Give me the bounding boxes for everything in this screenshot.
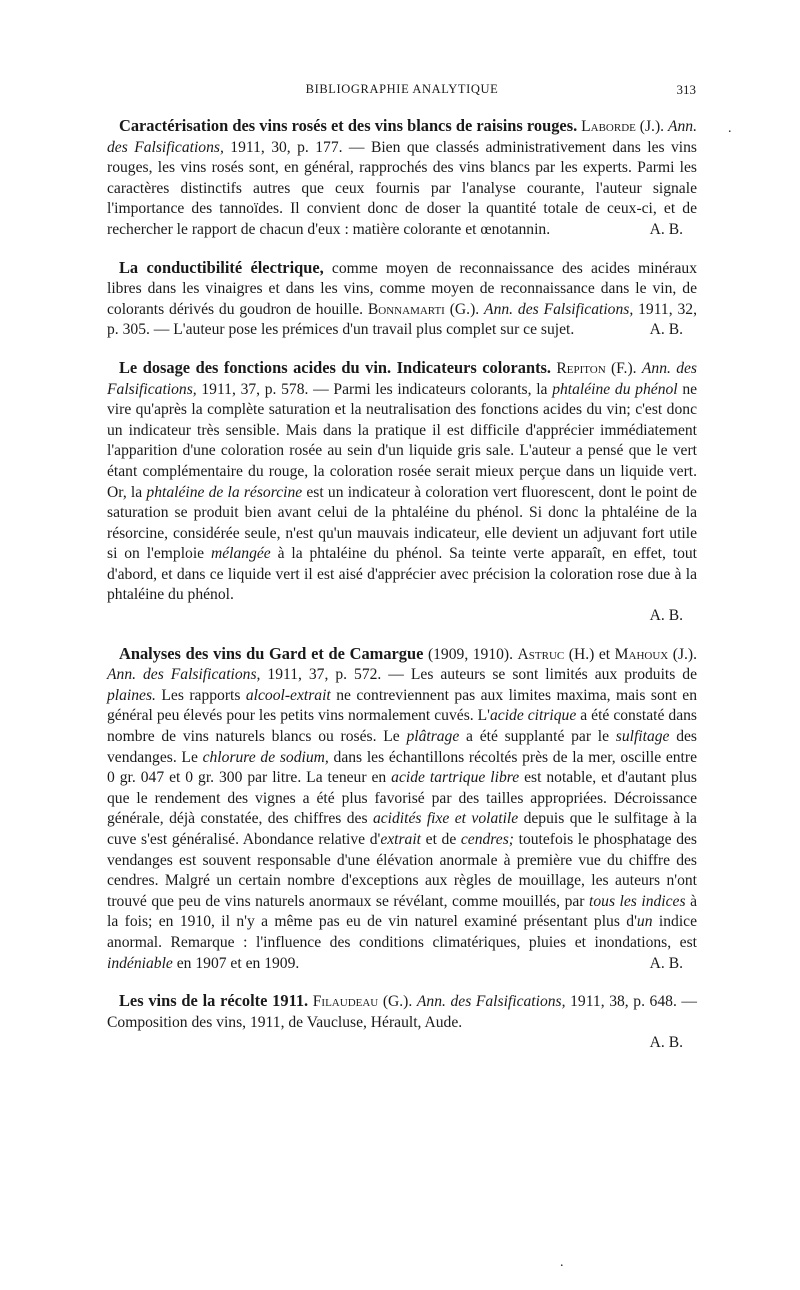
- entry-journal: Ann. des Falsifications,: [416, 993, 566, 1011]
- entry-years: (1909, 1910).: [427, 645, 514, 663]
- entry-body: Les auteurs se sont limités aux produits de: [410, 666, 698, 684]
- entry-conjunction: et: [598, 645, 611, 663]
- entry-body: indice anormal. Remarque : l'influence des conditions climatériques, pluies et inondations, est: [107, 913, 697, 951]
- bibliography-entry: [107, 258, 697, 341]
- entry-author: Mahoux (J.).: [614, 645, 698, 663]
- entry-italic-term: un: [636, 913, 653, 931]
- entry-body: à la phtaléine du phénol. Sa teinte verte apparaît, en effet, tout d'abord, et dans ce liquide vert il est aisé d'apprécier avec précision la coloration rose due à la phtaléine du phénol.: [107, 545, 697, 604]
- entry-reference: 1911, 30, p. 177. —: [230, 138, 365, 156]
- bibliography-entry: [107, 116, 697, 241]
- entry-body: a été constaté dans nombre de vins naturels blancs ou rosés. Le: [107, 707, 697, 746]
- entry-body: ne vire qu'après la complète saturation et la neutralisation des fonctions acides du vin; c'est donc un indicateur très sensible. Mais dans la pratique il est difficile d'apprécier immédiatement l'apparition d'une coloration rosée au sein d'un liquide gris sale. L'auteur a pensé que le vert étant complémentaire du rouge, la coloration rosée serait mieux perçue dans un liquide vert. Or, la: [107, 380, 698, 501]
- stray-dot-mark: .: [728, 121, 732, 136]
- stray-dot-mark-bottom: .: [560, 1255, 564, 1270]
- page-header: [108, 80, 696, 102]
- running-head: BIBLIOGRAPHIE ANALYTIQUE: [305, 82, 499, 96]
- entry-body: comme moyen de reconnaissance des acides minéraux libres dans les vinaigres et dans les vins, comme moyen de reconnaissance dans le vin, de colorants dérivés du goudron de houille.: [107, 259, 697, 318]
- entry-text: [107, 258, 697, 341]
- entry-italic-term: extrait: [380, 831, 422, 848]
- bibliography-column: [107, 116, 697, 1071]
- bibliography-entry: [107, 991, 697, 1054]
- entry-initials: A. B.: [649, 1034, 683, 1052]
- entry-author: Laborde (J.).: [581, 118, 665, 135]
- entry-body: en 1907 et en 1909.: [176, 954, 300, 972]
- entry-italic-term: indéniable: [107, 954, 173, 972]
- entry-italic-term: acide citrique: [489, 707, 577, 725]
- entry-journal: Ann. des Falsifications,: [484, 300, 634, 318]
- entry-body: a été supplanté par le: [466, 728, 609, 746]
- entry-italic-term: sulfitage: [615, 728, 670, 746]
- entry-italic-term: acide tartrique libre: [391, 769, 520, 787]
- entry-italic-term: tous les indices: [589, 892, 686, 910]
- entry-italic-term: phtaléine du phénol: [552, 380, 678, 398]
- entry-body: ne contreviennent pas aux limites maxima, mais sont en général peu élevés pour les petits vins normalement cuvés. L': [107, 686, 698, 725]
- entry-journal: Ann. des Falsifications,: [107, 666, 261, 684]
- entry-body: L'auteur pose les prémices d'un travail plus complet sur ce sujet.: [173, 321, 575, 339]
- entry-italic-term: alcool-extrait: [245, 686, 331, 704]
- entry-journal: Ann. des Falsifications,: [107, 359, 697, 398]
- entry-italic-term: cendres;: [460, 831, 514, 848]
- entry-title: Les vins de la récolte 1911.: [119, 991, 309, 1011]
- entry-author: Bonnamarti (G.).: [367, 300, 480, 318]
- entry-author: Astruc (H.): [517, 645, 595, 663]
- entry-italic-term: phtaléine de la résorcine: [146, 483, 303, 501]
- entry-body: est un indicateur à coloration vert fluorescent, dont le point de saturation se produit bien avant celui de la phtaléine du phénol. Si donc la phtaléine de la résorcine, considérée seule, n'est qu'un mauvais indicateur, elle devient un adjuvant fort utile si on l'emploie: [107, 483, 697, 563]
- entry-body: toutefois le phosphatage des vendanges est souvent responsable d'une élévation anormale à première vue du chiffre des cendres. Malgré un certain nombre d'exceptions aux règles de mouillage, les auteurs n'ont trouvé que peu de vins naturels anormaux se révélant, comme mouillés, par: [107, 831, 698, 910]
- entry-italic-term: plâtrage: [406, 728, 460, 746]
- entry-reference: 1911, 32, p. 305. —: [107, 300, 697, 339]
- entry-initials: A. B.: [649, 607, 683, 625]
- entry-author: Repiton (F.).: [556, 359, 637, 377]
- entry-initials: A. B.: [649, 321, 683, 339]
- entry-text: [107, 644, 697, 975]
- entry-journal: Ann. des Falsifications,: [107, 118, 698, 156]
- entry-italic-term: acidités fixe et volatile: [372, 810, 519, 828]
- entry-reference: 1911, 37, p. 578. —: [201, 380, 329, 398]
- entry-body: des vendanges. Le: [107, 728, 698, 766]
- entry-body: Bien que classés administrativement dans les vins rouges, les vins rosés sont, en général, rapprochés des vins blancs par les experts. Parmi les caractères distinctifs autres que ceux fournis par l'analyse courante, l'auteur signale l'importance des tannoïdes. Il convient donc de doser la quantité totale de ceux-ci, et de rechercher le rapport de chacun d'eux : matière colorante et œnotannin.: [107, 138, 697, 238]
- entry-body: Les rapports: [161, 686, 241, 704]
- entry-body: à la fois; en 1910, il n'y a même pas eu de vin naturel examiné présentant plus d': [107, 892, 698, 931]
- page-number: 313: [676, 82, 696, 97]
- entry-text: [107, 991, 697, 1033]
- entry-title: Analyses des vins du Gard et de Camargue: [119, 643, 424, 663]
- entry-title: Caractérisation des vins rosés et des vins blancs de raisins rouges.: [119, 116, 578, 135]
- entry-italic-term: chlorure de sodium,: [202, 748, 329, 766]
- entry-body: dans les échantillons récoltés près de la mer, oscille entre 0 gr. 047 et 0 gr. 300 par litre. La teneur en: [107, 748, 697, 787]
- entry-text: [107, 116, 697, 241]
- entry-reference: 1911, 38, p. 648. —: [570, 993, 698, 1011]
- entry-initials: A. B.: [649, 954, 683, 972]
- bibliography-entry: [107, 358, 697, 627]
- entry-body: Parmi les indicateurs colorants, la: [333, 380, 548, 398]
- entry-title: Le dosage des fonctions acides du vin. Indicateurs colorants.: [119, 357, 552, 377]
- entry-body: Composition des vins, 1911, de Vaucluse, Hérault, Aude.: [107, 1013, 463, 1031]
- bibliography-entry: [107, 644, 697, 975]
- entry-italic-term: mélangée: [210, 545, 271, 563]
- entry-italic-term: plaines.: [107, 686, 156, 704]
- entry-author: Filaudeau (G.).: [312, 993, 413, 1011]
- entry-text: [107, 358, 697, 606]
- entry-title: La conductibilité électrique,: [119, 257, 324, 277]
- entry-initials: A. B.: [649, 220, 683, 238]
- entry-body: depuis que le sulfitage à la cuve s'est généralisé. Abondance relative d': [107, 810, 697, 848]
- entry-reference: 1911, 37, p. 572. —: [267, 666, 404, 684]
- entry-body: est notable, et d'autant plus que le rendement des vignes a été plus favorisé par des tailles appropriées. Décroissance générale, déjà constatée, des chiffres des: [107, 769, 697, 828]
- entry-body: et de: [425, 831, 457, 848]
